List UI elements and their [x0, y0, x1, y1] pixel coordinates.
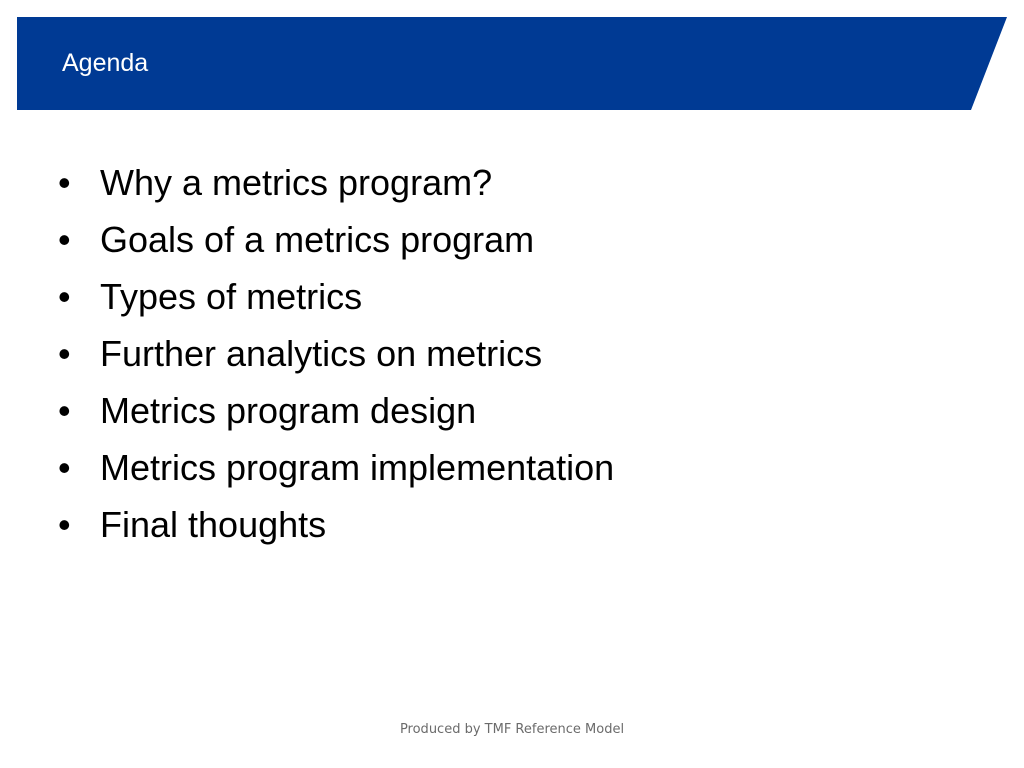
agenda-item-label: Metrics program implementation	[100, 447, 615, 488]
bullet-glyph: •	[58, 276, 71, 317]
bullet-glyph: •	[58, 504, 71, 545]
agenda-item-label: Why a metrics program?	[100, 162, 493, 203]
agenda-item-label: Types of metrics	[100, 276, 363, 317]
agenda-item-label: Metrics program design	[100, 390, 477, 431]
agenda-item-label: Further analytics on metrics	[100, 333, 543, 374]
bullet-glyph: •	[58, 162, 71, 203]
title-bar	[17, 17, 1007, 110]
bullet-glyph: •	[58, 390, 71, 431]
bullet-glyph: •	[58, 333, 71, 374]
agenda-item-label: Goals of a metrics program	[100, 219, 535, 260]
bullet-glyph: •	[58, 447, 71, 488]
bullet-glyph: •	[58, 219, 71, 260]
agenda-item-label: Final thoughts	[100, 504, 327, 545]
slide-title: Agenda	[62, 49, 149, 77]
footer-credit: Produced by TMF Reference Model	[399, 722, 625, 737]
title-bar-shape	[17, 17, 1007, 110]
